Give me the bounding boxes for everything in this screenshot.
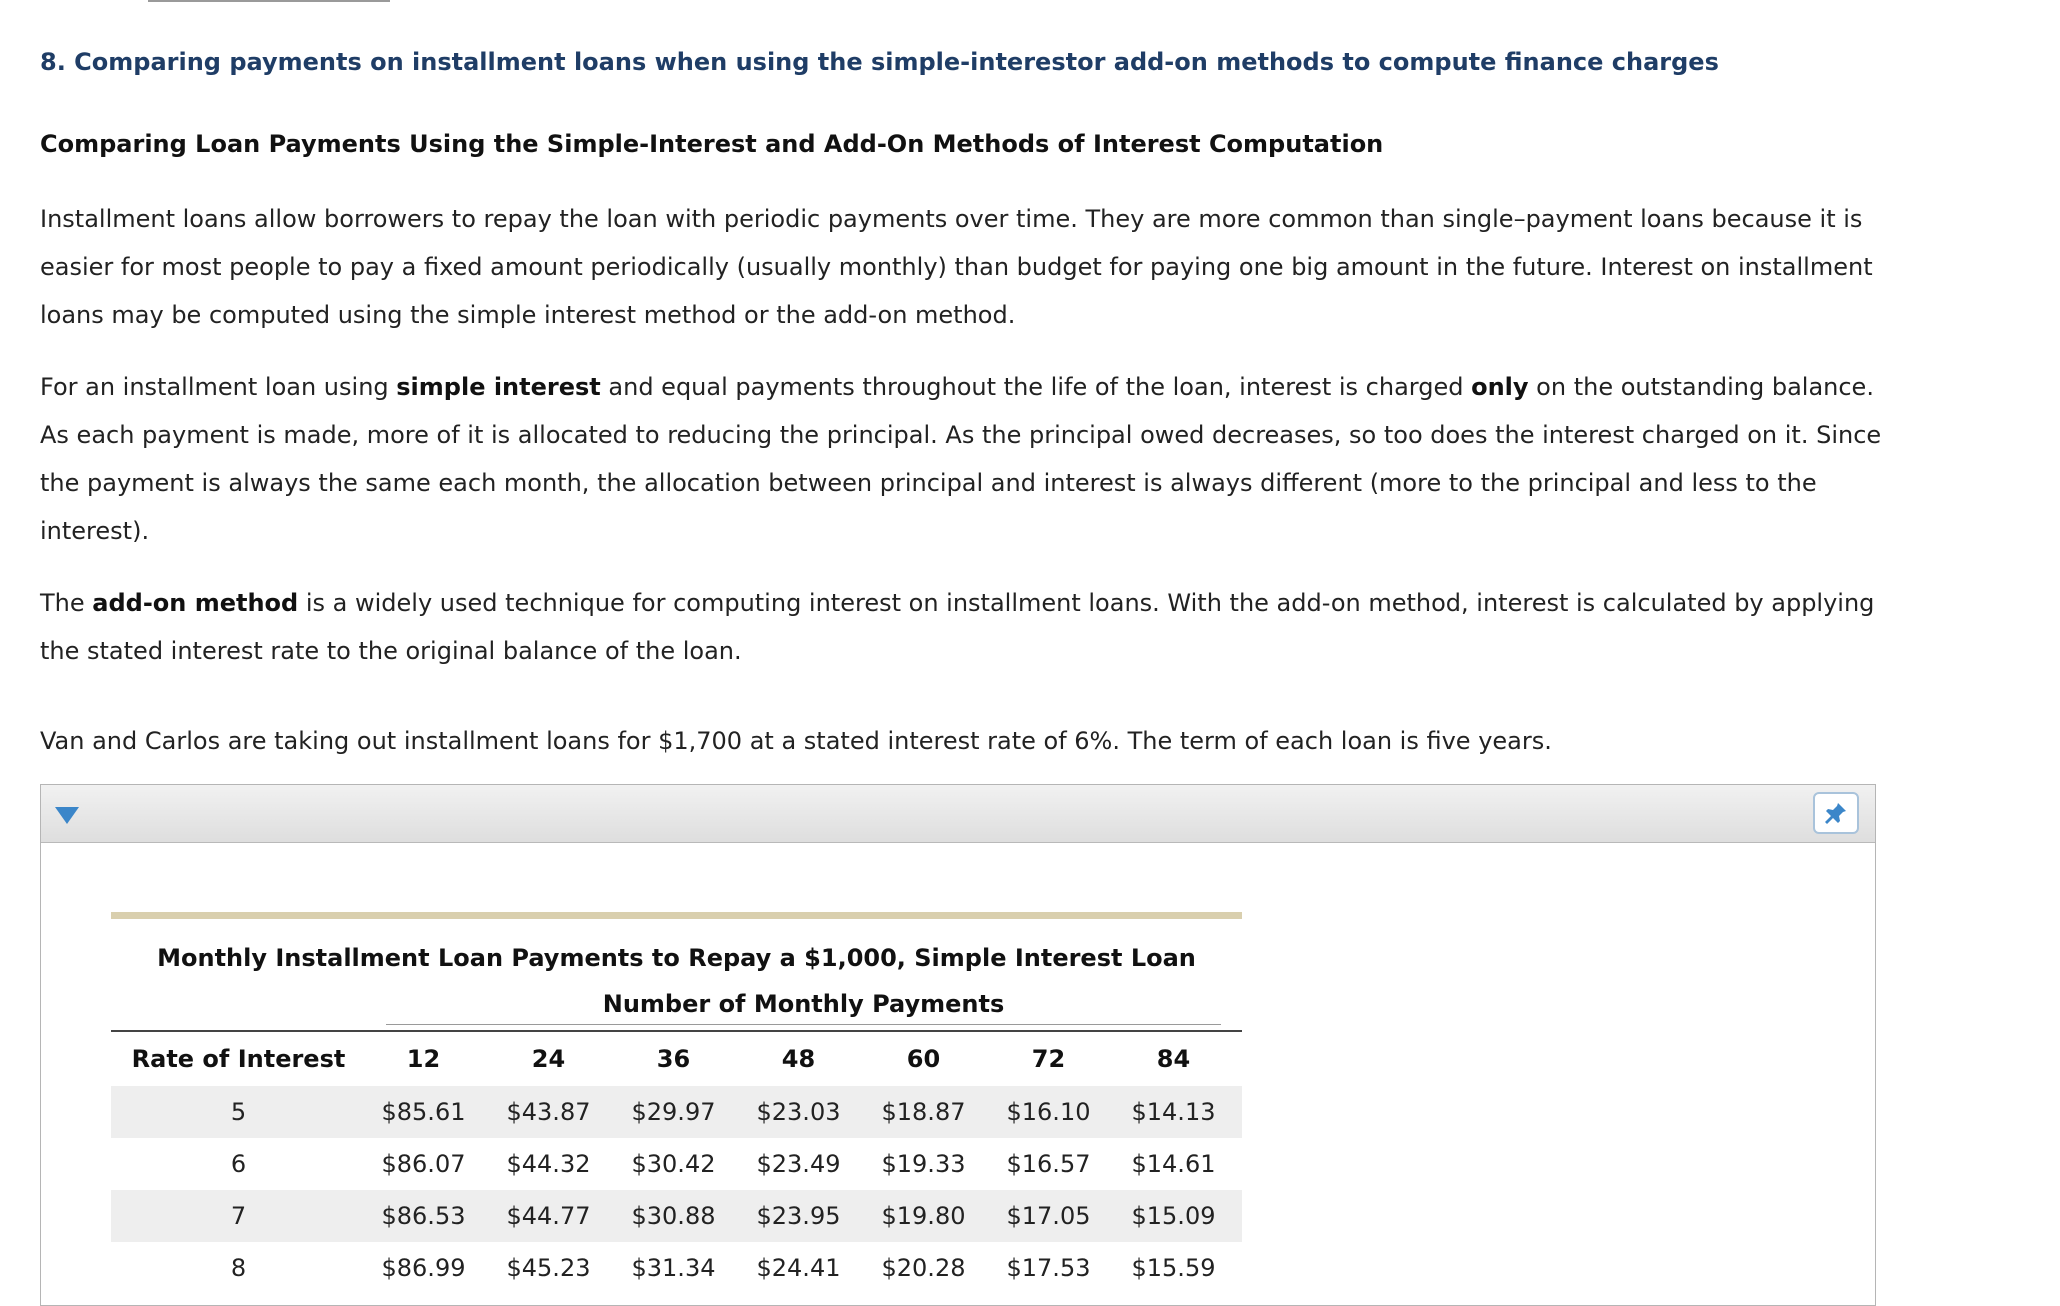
payment-cell: $24.41 [756,1254,841,1282]
rate-cell: 5 [230,1098,247,1126]
column-header: 12 [406,1045,441,1073]
para-text: on the outstanding balance. As each payment is made, more of it is allocated to reducing the principal. As the principal owed decreases, so too does the interest charged on it. Since the payment is always the same each month, the allocation between principal and interest is always different (more to the principal and less to the interest). [40,373,1882,545]
table-header-row [111,1033,1242,1085]
scenario-paragraph: Van and Carlos are taking out installment loans for $1,700 at a stated interest rate of 6%. The term of each loan is five years. [40,727,1552,755]
payment-cell: $44.32 [506,1150,591,1178]
add-on-paragraph [40,579,1900,675]
payment-cell: $23.95 [756,1202,841,1230]
term-only: only [1471,373,1529,401]
payment-cell: $15.59 [1131,1254,1216,1282]
monthly-payments-subheader: Number of Monthly Payments [602,990,1005,1018]
payment-cell: $86.99 [381,1254,466,1282]
para-text: For an installment loan using [40,373,397,401]
table-row [111,1242,1242,1294]
para-text: and equal payments throughout the life of the loan, interest is charged [600,373,1472,401]
para-text: The [40,589,93,617]
column-header: 36 [656,1045,691,1073]
column-header: 60 [906,1045,941,1073]
column-header: 48 [781,1045,816,1073]
payment-cell: $29.97 [631,1098,716,1126]
payment-cell: $19.33 [881,1150,966,1178]
subheader-rule [386,1024,1221,1025]
payment-cell: $31.34 [631,1254,716,1282]
section-heading: Comparing Loan Payments Using the Simple-Interest and Add-On Methods of Interest Computation [40,130,1384,158]
column-header: 24 [531,1045,566,1073]
payment-cell: $85.61 [381,1098,466,1126]
collapse-triangle-icon[interactable] [55,807,79,824]
payment-cell: $30.42 [631,1150,716,1178]
payment-table [111,912,1242,1282]
table-top-bar [111,912,1242,919]
term-simple-interest: simple interest [396,373,601,401]
top-divider [148,0,390,2]
term-add-on-method: add-on method [92,589,299,617]
table-title: Monthly Installment Loan Payments to Repay a $1,000, Simple Interest Loan [157,944,1196,972]
payment-cell: $16.10 [1006,1098,1091,1126]
header-rule [111,1030,1242,1032]
payment-cell: $19.80 [881,1202,966,1230]
payment-cell: $14.61 [1131,1150,1216,1178]
simple-interest-paragraph [40,363,1900,555]
question-title: 8. Comparing payments on installment loans when using the simple-interestor add-on methods to compute finance charges [40,48,1719,76]
rate-cell: 7 [230,1202,247,1230]
intro-paragraph: Installment loans allow borrowers to repay the loan with periodic payments over time. They are more common than single–payment loans because it is easier for most people to pay a fixed amount periodically (usually monthly) than budget for paying one big amount in the future. Interest on installment loans may be computed using the simple interest method or the add-on method. [40,205,1873,329]
pin-button[interactable] [1813,792,1859,834]
payment-cell: $15.09 [1131,1202,1216,1230]
payment-cell: $20.28 [881,1254,966,1282]
payment-cell: $30.88 [631,1202,716,1230]
payment-cell: $17.53 [1006,1254,1091,1282]
rate-header: Rate of Interest [131,1045,346,1073]
table-row [111,1086,1242,1138]
column-header: 84 [1156,1045,1191,1073]
payment-cell: $18.87 [881,1098,966,1126]
payment-cell: $86.07 [381,1150,466,1178]
table-row [111,1190,1242,1242]
rate-cell: 6 [230,1150,247,1178]
payment-cell: $17.05 [1006,1202,1091,1230]
payment-cell: $14.13 [1131,1098,1216,1126]
payment-cell: $43.87 [506,1098,591,1126]
payment-cell: $23.49 [756,1150,841,1178]
column-header: 72 [1031,1045,1066,1073]
payment-cell: $16.57 [1006,1150,1091,1178]
loan-table-panel [40,784,1876,1306]
panel-header [41,785,1875,843]
payment-cell: $23.03 [756,1098,841,1126]
rate-cell: 8 [230,1254,247,1282]
payment-cell: $45.23 [506,1254,591,1282]
payment-cell: $44.77 [506,1202,591,1230]
payment-cell: $86.53 [381,1202,466,1230]
pushpin-icon [1824,801,1848,825]
para-text: is a widely used technique for computing interest on installment loans. With the add-on method, interest is calculated by applying the stated interest rate to the original balance of the loan. [40,589,1875,665]
table-row [111,1138,1242,1190]
